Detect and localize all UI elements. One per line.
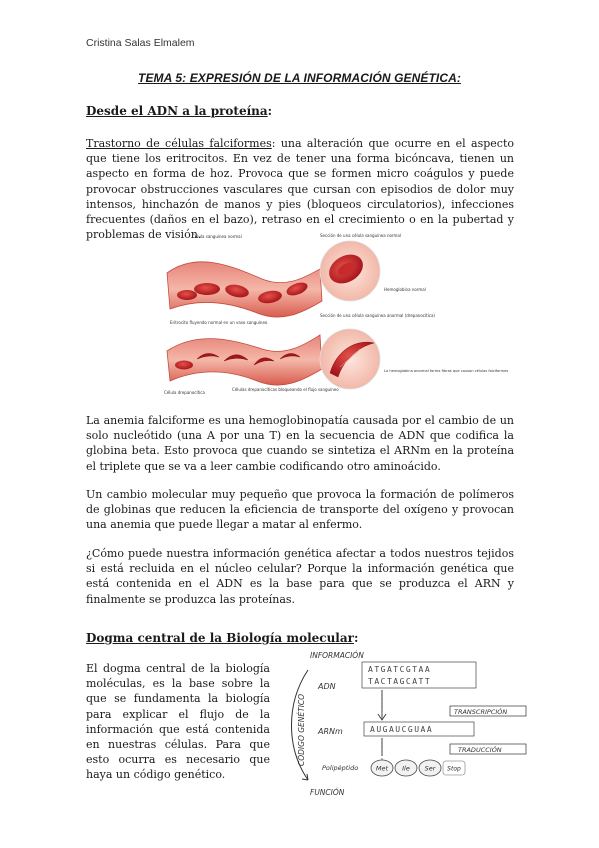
label-transcription: TRANSCRIPCIÓN (454, 708, 508, 716)
label-function: FUNCIÓN (310, 788, 345, 797)
paragraph-molecular-change: Un cambio molecular muy pequeño que provoca la formación de polímeros de globinas que reducen la eficiencia de transporte del oxígeno y provocan una anemia que puede llegar a matar al enfermo. (86, 488, 514, 532)
section-heading-text: Desde el ADN a la proteína (86, 104, 268, 118)
sickle-cell-illustration (162, 231, 509, 401)
label-translation: TRADUCCIÓN (458, 746, 502, 754)
label-genetic-code: CÓDIGO GENÉTICO (297, 693, 306, 766)
normal-cell-section (320, 241, 380, 301)
paragraph-question: ¿Cómo puede nuestra información genética afectar a todos nuestros tejidos si está recluida en el núcleo celular? Porque la información genética que está contenida en el ADN es la base para que se produzca el ARN y finalmente se produzca las proteínas. (86, 547, 514, 606)
normal-blood-vessel (167, 262, 322, 317)
label-flow: Eritrocito fluyendo normal en un vaso sanguíneo (170, 320, 268, 325)
amino-acid-ser (419, 760, 441, 776)
label-information: INFORMACIÓN (310, 651, 364, 660)
term-sickle-cell: Trastorno de células falciformes (86, 137, 272, 150)
paragraph-anemia: La anemia falciforme es una hemoglobinopatía causada por el cambio de un solo nucleótido (una A por una T) en la secuencia de ADN que codifica la globina beta. Esto provoca que cuando se sintetiza el ARNm en la proteína el triplete que se va a leer cambie codificando otro aminoácido. (86, 414, 514, 473)
label-hemoglobin: Hemoglobina normal (384, 287, 426, 292)
central-dogma-diagram (282, 648, 532, 800)
label-normal-cell: Célula sanguínea normal (192, 234, 242, 239)
label-abnormal-hb: La hemoglobina anormal forma fibras que causan células falciformes (384, 369, 509, 373)
author-name: Cristina Salas Elmalem (86, 37, 195, 49)
dna-bottom-strand: TACTAGCATT (368, 677, 432, 686)
red-cell (194, 283, 220, 295)
stop-codon (443, 761, 465, 775)
section-heading-dogma (86, 631, 358, 645)
label-section-abnormal: Sección de una célula sanguínea anormal (drepanocítica) (320, 313, 435, 318)
amino-acid-met (371, 760, 393, 776)
label-adn: ADN (318, 682, 336, 691)
stop-label: Stop (447, 765, 461, 773)
sickle-cell-section (320, 329, 380, 389)
dna-top-strand: ATGATCGTAA (368, 665, 432, 674)
heading-colon: : (353, 631, 359, 645)
label-sickle-cell: Célula drepanocítica (164, 390, 205, 395)
section-heading-adn-proteina (86, 104, 272, 118)
paragraph-sickle-cell (86, 136, 514, 242)
page-title: TEMA 5: EXPRESIÓN DE LA INFORMACIÓN GENÉTICA: (138, 71, 461, 85)
mrna-strand: AUGAUCGUAA (370, 725, 434, 734)
red-cell (175, 361, 193, 370)
label-arnm: ARNm (318, 727, 343, 736)
label-section-normal: Sección de una célula sanguínea normal (320, 233, 401, 238)
amino-acid-ile (395, 760, 417, 776)
amino-acid-label: Ile (402, 764, 410, 773)
label-polypeptide: Polipéptido (322, 764, 359, 772)
section-heading-text: Dogma central de la Biología molecular (86, 631, 354, 645)
paragraph-dogma: El dogma central de la biología moléculas, es la base sobre la que se fundamenta la biología para explicar el flujo de la información que está contenida en nuestras células. Para que esto ocurra es necesario que haya un código genético. (86, 662, 270, 782)
paragraph-sickle-cell-text: : una alteración que ocurre en el aspecto que tiene los eritrocitos. En vez de tener una forma bicóncava, tienen un aspecto en forma de hoz. Provoca que se formen micro coágulos y puede provocar obstrucciones vasculares que cursan con episodios de dolor muy intensos, hinchazón de manos y pies (bloqueos circulatorios), infecciones frecuentes (daños en el bazo), retraso en el crecimiento o en la pubertad y problemas de visión. (86, 137, 514, 242)
amino-acid-label: Met (375, 764, 389, 773)
label-blocking: Células drepanocíticas bloqueando el flujo sanguíneo (232, 387, 339, 392)
amino-acid-label: Ser (424, 764, 436, 773)
sickle-blood-vessel (167, 335, 322, 385)
red-cell (177, 290, 197, 300)
heading-colon: : (267, 104, 273, 118)
